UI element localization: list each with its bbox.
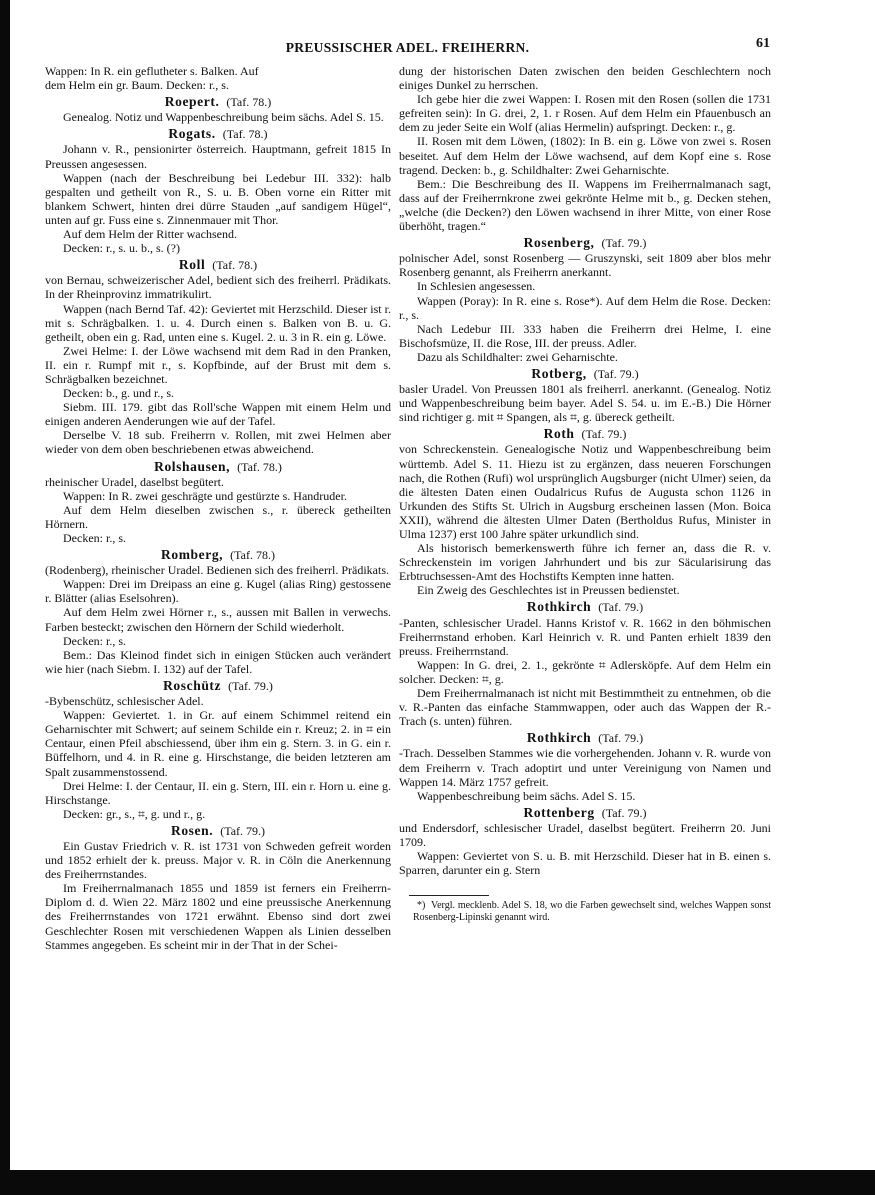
entry-heading-rosenberg [399,236,771,250]
entry-plate: (Taf. 79.) [581,427,627,442]
paragraph: Drei Helme: I. der Centaur, II. ein g. Stern, III. ein r. Horn u. eine g. Hirschstange. [45,778,391,807]
footnote-mark: *) [417,900,426,912]
entry-name: Roepert. [164,94,220,110]
paragraph: Wappen (Poray): In R. eine s. Rose*). Auf dem Helm die Rose. Decken: r., s. [399,293,771,322]
entry-name: Roschütz [163,677,222,693]
paragraph: Ein Gustav Friedrich v. R. ist 1731 von Schweden gefreit worden und 1852 erhielt der k. preuss. Major v. R. in Cöln die Anerkennung des Freiherrnstandes. [45,838,391,882]
entry-plate: (Taf. 79.) [601,236,647,251]
entry-name: Rothkirch [526,599,592,615]
paragraph: -Bybenschütz, schlesischer Adel. [45,694,204,709]
paragraph: Dem Freiherrnalmanach ist nicht mit Bestimmtheit zu entnehmen, ob die v. R.-Panten das einfache Stammwappen, oder auch das Wappen der R.-Trach (s. unten) führen. [399,686,771,729]
paragraph: Dazu als Schildhalter: zwei Geharnischte. [417,349,618,364]
intro-line-1: Wappen: In R. ein geflutheter s. Balken. Auf [45,64,259,78]
entry-name: Rottenberg [523,804,595,820]
paragraph: -Trach. Desselben Stammes wie die vorhergehenden. Johann v. R. wurde von dem Freiherrn v. Trach adoptirt und unter Vereinigung von Namen und Wappen 14. März 1757 gefreit. [399,746,771,789]
paragraph: II. Rosen mit dem Löwen, (1802): In B. ein g. Löwe von zwei s. Rosen beseitet. Auf dem Helm der Löwe wachsend, auf dem Kopf eine s. Rose tragend. Decken: b., g. Schildhalter: Zwei Geharnischte. [399,134,771,177]
paragraph: -Panten, schlesischer Uradel. Hanns Kristof v. R. 1662 in den böhmischen Freiherrnstand erhoben. Karl Heinrich v. R. und Panten erhielt 1839 den preuss. Freiherrnstand. [399,615,771,658]
entry-heading-roepert [45,95,391,109]
paragraph: Zwei Helme: I. der Löwe wachsend mit dem Rad in den Pranken, II. ein r. Rumpf mit r., s. Kopfbinde, auf der Brust mit dem s. Schrägbalken bezeichnet. [45,343,391,386]
paragraph: Decken: r., s. u. b., s. (?) [63,241,180,256]
paragraph: Als historisch bemerkenswerth führe ich ferner an, dass die R. v. Schreckenstein im vorigen Jahrhundert und bis zur Säcularisirung das Erbtruchsessen-Amt des Hochstifts Kempten inne hatten. [399,541,771,584]
paragraph: Ein Zweig des Geschlechtes ist in Preussen bedienstet. [417,583,680,598]
paragraph: dung der historischen Daten zwischen den beiden Geschlechtern noch einiges Dunkel zu herrschen. [399,64,771,93]
paragraph: Bem.: Das Kleinod findet sich in einigen Stücken auch verändert wie hier (nach Siebm. I. 132) auf der Tafel. [45,647,391,676]
paragraph: Siebm. III. 179. gibt das Roll'sche Wappen mit einem Helm und einigen anderen Aenderungen wie auf der Tafel. [45,400,391,429]
paragraph: Wappen (nach Bernd Taf. 42): Geviertet mit Herzschild. Dieser ist r. mit s. Schrägbalken. 1. u. 4. Durch einen s. Balken von B. u. G. getheilt, oben ein g. Rad, unten eine s. Kugel. 2. u. 3 in R. ein g. Löwe. [45,301,391,344]
paragraph: Wappen: Geviertet von S. u. B. mit Herzschild. Dieser hat in B. einen s. Sparren, darunter ein g. Stern [399,849,771,878]
entry-name: Rolshausen, [154,458,231,474]
entry-heading-rothkirch-panten [399,600,771,614]
paragraph: Genealog. Notiz und Wappenbeschreibung beim sächs. Adel S. 15. [63,110,384,125]
entry-heading-rosen [45,824,391,838]
footnote [399,900,771,924]
page-header [45,36,770,58]
paragraph: von Schreckenstein. Genealogische Notiz und Wappenbeschreibung beim württemb. Adel S. 11. Hiezu ist zu ergänzen, dass neueren Forschungen nach, die Rothen (Rufi) wol ursprünglich Augsburger (nicht Ulmer) seien, da die ältesten Daten einen Oudalricus Rufus de Augusta schon 1126 in Urkunden des Stifts St. Ulrich in Augsburg erscheinen lassen (Mon. Boica XXII), während die ältesten Ulmer Daten (Bertholdus Rufus, Minister in Ulma 1237) erst 100 Jahre später urkundlich sind. [399,442,771,541]
entry-heading-rogats [45,127,391,141]
paragraph: Decken: r., s. [63,531,126,545]
footnote-divider [409,895,489,896]
running-title: PREUSSISCHER ADEL. FREIHERRN. [285,40,530,55]
entry-name: Roll [178,257,206,273]
paragraph: Bem.: Die Beschreibung des II. Wappens im Freiherrnalmanach sagt, dass auf der Freiherrnkrone zwei gekrönte Helme mit b., g. Decken stehen, „welche (die Decken?) den Löwen wachsend in ihrer Mitte, von einer Rose überhöht, tragen.“ [399,176,771,234]
intro-line-2: dem Helm ein gr. Baum. Decken: r., s. [45,78,229,93]
entry-heading-rothkirch-trach [399,731,771,745]
scan-border-bottom [0,1170,875,1195]
paragraph: Wappen: In R. zwei geschrägte und gestürzte s. Handruder. [63,488,347,503]
entry-plate: (Taf. 78.) [222,127,268,142]
right-column [399,64,771,924]
paragraph: Wappen (nach der Beschreibung bei Ledebur III. 332): halb gespalten und getheilt von R., S. u. B. Oben vorne ein Ritter mit blankem Schwert, hinten drei dürre Stauden „auf sandigem Hügel“, unten auf gr. Fuss eine s. Zinnenmauer mit Thor. [45,170,391,227]
entry-plate: (Taf. 79.) [598,731,644,746]
entry-name: Rothkirch [526,730,592,746]
paragraph: Wappen: Geviertet. 1. in Gr. auf einem Schimmel reitend ein Geharnischter mit Schwert; auf seinem Schilde ein r. Kreuz; 2. in ⌗ ein Centaur, einen Pfeil abschiessend, über ihm ein g. Stern. 3. in G. ein r. Büffelhorn, und 4. in R. eine g. Hirschstange, die beiden letzteren am Spalt zusammenstossend. [45,708,391,779]
left-column [45,64,391,952]
scan-border-left [0,0,10,1170]
paragraph: Ich gebe hier die zwei Wappen: I. Rosen mit den Rosen (sollen die 1731 gefreiten sein): In G. drei, 2, 1. r Rosen. Auf dem Helm ein Pfauenbusch an dem zu jeder Seite ein Wolf (alias Hermelin) aufspringt. Decken: r., g. [399,92,771,135]
entry-heading-roschuetz [45,679,391,693]
entry-plate: (Taf. 79.) [593,366,639,381]
paragraph: Auf dem Helm zwei Hörner r., s., aussen mit Ballen in verwechs. Farben besteckt; zwischen den Hörnern der Schild wiederholt. [45,605,391,634]
entry-heading-roth [399,427,771,441]
entry-plate: (Taf. 79.) [601,805,647,820]
paragraph: Im Freiherrnalmanach 1855 und 1859 ist ferners ein Freiherrn-Diplom d. d. Wien 22. März 1802 und eine preussische Anerkennung des Freiherrnstandes von 1721 erwähnt. Ebenso sind dort zwei Geschlechter Rosen mit verschiedenen Wappen als Linien desselben Stammes angegeben. Es scheint mir in der That in der Schei- [45,881,391,952]
entry-plate: (Taf. 79.) [228,678,273,693]
entry-plate: (Taf. 78.) [212,258,258,273]
entry-heading-romberg [45,548,391,562]
paragraph: Decken: r., s. [63,633,126,648]
entry-plate: (Taf. 79.) [598,600,644,615]
entry-heading-rolshausen [45,460,391,474]
paragraph: von Bernau, schweizerischer Adel, bedient sich des freiherrl. Prädikats. In der Rheinprovinz immatrikulirt. [45,273,391,302]
paragraph: Derselbe V. 18 sub. Freiherrn v. Rollen, mit zwei Helmen aber wieder von dem oben beschriebenen etwas abweichend. [45,428,391,457]
paragraph: Nach Ledebur III. 333 haben die Freiherrn drei Helme, I. eine Bischofsmüze, II. die Rose, III. der preuss. Adler. [399,321,771,350]
paragraph: Wappen: Drei im Dreipass an eine g. Kugel (alias Ring) gestossene r. Blätter (alias Eselsohren). [45,577,391,606]
paragraph: Johann v. R., pensionirter österreich. Hauptmann, gefreit 1815 In Preussen angesessen. [45,142,391,171]
paragraph: Auf dem Helm der Ritter wachsend. [63,227,237,242]
entry-name: Rosenberg, [523,235,595,251]
footnote-text: Vergl. mecklenb. Adel S. 18, wo die Farben gewechselt sind, welches Wappen sonst Rosenberg-Lipinski genannt wird. [413,900,771,924]
paragraph: polnischer Adel, sonst Rosenberg — Gruszynski, seit 1809 aber blos mehr Rosenberg genannt, als Freiherrn anerkannt. [399,251,771,280]
paragraph: (Rodenberg), rheinischer Uradel. Bedienen sich des freiherrl. Prädikats. [45,563,389,578]
entry-heading-rottenberg [399,806,771,820]
entry-plate: (Taf. 79.) [220,823,266,838]
entry-heading-rotberg [399,367,771,381]
paragraph: und Endersdorf, schlesischer Uradel, daselbst begütert. Freiherrn 20. Juni 1709. [399,820,771,849]
paragraph: basler Uradel. Von Preussen 1801 als freiherrl. anerkannt. (Genealog. Notiz und Wappenbeschreibung beim bayer. Adel S. 54. u. im E.-B.) Die Hörner sind richtiger g. mit ⌗ Spangen, als ⌗, g. übereck getheilt. [399,382,771,425]
entry-plate: (Taf. 78.) [226,95,272,110]
paragraph: Auf dem Helm dieselben zwischen s., r. übereck getheilten Hörnern. [45,502,391,531]
entry-plate: (Taf. 78.) [230,548,275,563]
paragraph: rheinischer Uradel, daselbst begütert. [45,474,224,489]
paragraph: Wappen: In G. drei, 2. 1., gekrönte ⌗ Adlersköpfe. Auf dem Helm ein solcher. Decken: ⌗, g. [399,657,771,686]
page-number: 61 [756,36,770,51]
entry-plate: (Taf. 78.) [237,459,282,474]
entry-name: Rogats. [168,126,216,142]
entry-name: Rotberg, [531,365,587,381]
entry-name: Rosen. [170,822,214,838]
paragraph: Decken: gr., s., ⌗, g. und r., g. [63,806,206,821]
entry-name: Romberg, [161,547,224,563]
entry-heading-roll [45,258,391,272]
paragraph: In Schlesien angesessen. [417,279,536,294]
paragraph: Decken: b., g. und r., s. [63,386,174,401]
paragraph: Wappenbeschreibung beim sächs. Adel S. 15. [417,788,636,803]
entry-name: Roth [543,426,575,442]
